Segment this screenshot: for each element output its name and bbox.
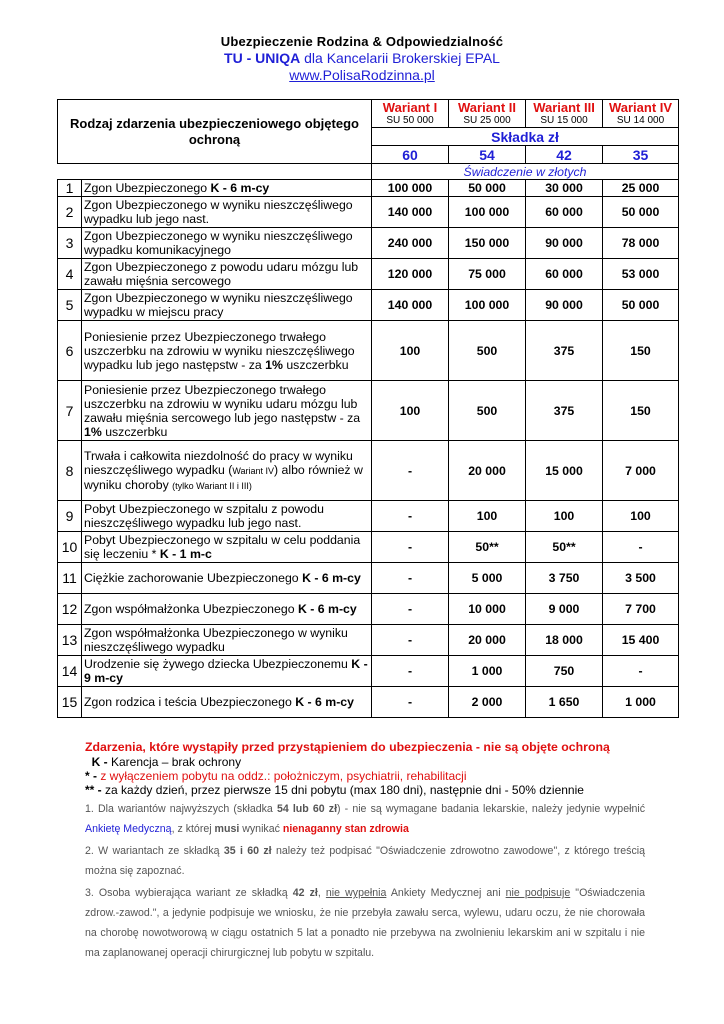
benefit-value: 500 bbox=[449, 381, 526, 441]
premium-amount: 35 i 60 zł bbox=[223, 845, 272, 857]
row-number: 1 bbox=[58, 180, 82, 197]
benefit-value: 240 000 bbox=[372, 228, 449, 259]
description-part: K - 9 m-cy bbox=[84, 657, 368, 685]
benefit-value: 7 700 bbox=[603, 594, 679, 625]
event-description bbox=[82, 625, 372, 656]
description-part: Zgon Ubezpieczonego w wyniku nieszczęśliwego wypadku komunikacyjnego bbox=[84, 229, 353, 257]
underlined-text: nie podpisuje bbox=[505, 887, 571, 899]
table-row bbox=[58, 594, 679, 625]
benefit-value: 30 000 bbox=[526, 180, 603, 197]
legend-star-mark: * - bbox=[85, 769, 97, 783]
description-part: Ciężkie zachorowanie Ubezpieczonego bbox=[84, 571, 303, 585]
table-row bbox=[58, 197, 679, 228]
description-part: K - 1 m-c bbox=[159, 547, 212, 561]
row-number: 12 bbox=[58, 594, 82, 625]
variant-name: Wariant III bbox=[533, 100, 595, 115]
event-description bbox=[82, 501, 372, 532]
variant-4-header bbox=[603, 100, 679, 128]
row-number: 15 bbox=[58, 687, 82, 718]
benefit-value: 100 bbox=[526, 501, 603, 532]
description-part: uszczerbku bbox=[282, 357, 349, 372]
description-part: Zgon Ubezpieczonego bbox=[84, 181, 211, 195]
benefit-value: 60 000 bbox=[526, 197, 603, 228]
text: , bbox=[317, 887, 326, 899]
health-requirement: nienaganny stan zdrowia bbox=[282, 823, 409, 835]
benefit-value: 90 000 bbox=[526, 228, 603, 259]
text: należy też podpisać "Oświadczenie zdrowotno zawodowe", z którego treścią można się zapoznać. bbox=[85, 845, 645, 877]
benefit-value: 20 000 bbox=[449, 625, 526, 656]
variant-3-header bbox=[526, 100, 603, 128]
sum-insured: SU 14 000 bbox=[616, 115, 665, 126]
benefit-value: 750 bbox=[526, 656, 603, 687]
premium-value: 42 bbox=[526, 146, 603, 164]
benefit-value: 75 000 bbox=[449, 259, 526, 290]
variant-name: Wariant I bbox=[382, 100, 438, 115]
event-description bbox=[82, 259, 372, 290]
row-number: 3 bbox=[58, 228, 82, 259]
description-part: Poniesienie przez Ubezpieczonego trwałego uszczerbku na zdrowiu w wyniku udaru mózgu lub zawału mięśnia sercowego lub jego następstw - za bbox=[84, 382, 361, 425]
benefit-value: 140 000 bbox=[372, 197, 449, 228]
notes-section bbox=[85, 740, 645, 963]
variant-name: Wariant II bbox=[458, 100, 517, 115]
row-number: 13 bbox=[58, 625, 82, 656]
sum-insured: SU 15 000 bbox=[540, 115, 588, 126]
table-row bbox=[58, 228, 679, 259]
description-part: Pobyt Ubezpieczonego w szpitalu w celu poddania się leczeniu * bbox=[84, 533, 361, 561]
benefit-value: 120 000 bbox=[372, 259, 449, 290]
description-part: Zgon rodzica i teścia Ubezpieczonego bbox=[84, 695, 296, 709]
benefit-value: 500 bbox=[449, 321, 526, 381]
text: ) - nie są wymagane badania lekarskie, należy jedynie wypełnić bbox=[337, 803, 645, 815]
description-part: K - 6 m-cy bbox=[302, 571, 361, 585]
table-row bbox=[58, 290, 679, 321]
benefit-value: 53 000 bbox=[603, 259, 679, 290]
text: 3. Osoba wybierająca wariant ze składką bbox=[85, 887, 293, 899]
description-part: Wariant IV bbox=[232, 465, 275, 476]
benefit-value: 2 000 bbox=[449, 687, 526, 718]
text: 2. W wariantach ze składką bbox=[85, 845, 224, 857]
premium-value: 35 bbox=[603, 146, 679, 164]
text: 1. Dla wariantów najwyższych (składka bbox=[85, 803, 277, 815]
row-number: 11 bbox=[58, 563, 82, 594]
event-description bbox=[82, 441, 372, 501]
event-description bbox=[82, 321, 372, 381]
legend-k bbox=[85, 755, 645, 769]
legend-star-text: z wyłączeniem pobytu na oddz.: położniczym, psychiatrii, rehabilitacji bbox=[97, 769, 467, 783]
event-description bbox=[82, 197, 372, 228]
premium-value: 60 bbox=[372, 146, 449, 164]
benefit-value: 78 000 bbox=[603, 228, 679, 259]
description-part: K - 6 m-cy bbox=[210, 181, 270, 195]
description-part: (tylko Wariant II i III) bbox=[172, 480, 252, 491]
benefit-value: 60 000 bbox=[526, 259, 603, 290]
row-number: 2 bbox=[58, 197, 82, 228]
benefits-table bbox=[57, 99, 679, 718]
benefit-value: - bbox=[372, 594, 449, 625]
benefit-value: 3 500 bbox=[603, 563, 679, 594]
benefit-value: 15 400 bbox=[603, 625, 679, 656]
benefit-value: 50** bbox=[449, 532, 526, 563]
event-description bbox=[82, 228, 372, 259]
legend-double-star bbox=[85, 783, 645, 797]
sum-insured: SU 25 000 bbox=[463, 115, 511, 126]
benefit-value: 100 bbox=[372, 381, 449, 441]
website-link[interactable]: www.PolisaRodzinna.pl bbox=[289, 67, 435, 83]
benefit-value: 100 000 bbox=[372, 180, 449, 197]
table-row bbox=[58, 441, 679, 501]
description-part: Zgon Ubezpieczonego w wyniku nieszczęśliwego wypadku lub jego nast. bbox=[84, 198, 353, 226]
broker-name: dla Kancelarii Brokerskiej EPAL bbox=[304, 50, 500, 66]
table-row bbox=[58, 259, 679, 290]
description-part: Zgon współmałżonka Ubezpieczonego bbox=[84, 602, 298, 616]
benefit-value: 5 000 bbox=[449, 563, 526, 594]
description-part: Zgon współmałżonka Ubezpieczonego w wyniku nieszczęśliwego wypadku bbox=[84, 626, 348, 654]
benefit-value: - bbox=[372, 441, 449, 501]
event-type-header: Rodzaj zdarzenia ubezpieczeniowego objętego ochroną bbox=[58, 100, 372, 164]
document-title: Ubezpieczenie Rodzina & Odpowiedzialność bbox=[220, 34, 504, 49]
medical-survey-link[interactable]: Ankietę Medyczną bbox=[85, 823, 172, 835]
insurer-name: TU - UNIQA bbox=[224, 50, 301, 66]
exclusion-warning: Zdarzenia, które wystąpiły przed przystąpieniem do ubezpieczenia - nie są objęte ochroną bbox=[85, 740, 610, 754]
text: , z której bbox=[171, 823, 215, 835]
benefit-value: 100 000 bbox=[449, 197, 526, 228]
event-description bbox=[82, 563, 372, 594]
note-paragraph-1 bbox=[85, 799, 645, 839]
row-number: 10 bbox=[58, 532, 82, 563]
benefit-value: 140 000 bbox=[372, 290, 449, 321]
benefit-value: 375 bbox=[526, 381, 603, 441]
benefit-value: 150 bbox=[603, 381, 679, 441]
row-number: 14 bbox=[58, 656, 82, 687]
spacer-cell bbox=[58, 164, 372, 180]
event-description bbox=[82, 180, 372, 197]
description-part: Poniesienie przez Ubezpieczonego trwałego uszczerbku na zdrowiu w wyniku nieszczęśliwego wypadku lub jego następstw - za bbox=[84, 329, 355, 372]
legend-double-star-mark: ** - bbox=[85, 783, 102, 797]
benefit-value: - bbox=[372, 501, 449, 532]
table-row bbox=[58, 656, 679, 687]
benefit-value: - bbox=[372, 563, 449, 594]
insurer-line bbox=[0, 50, 724, 66]
benefit-value: - bbox=[372, 656, 449, 687]
variant-1-header bbox=[372, 100, 449, 128]
benefit-value: 1 000 bbox=[603, 687, 679, 718]
benefit-value: - bbox=[372, 532, 449, 563]
description-part: ) albo również w wyniku choroby bbox=[84, 462, 363, 492]
variant-2-header bbox=[449, 100, 526, 128]
description-part: K - 6 m-cy bbox=[295, 695, 354, 709]
benefit-value: - bbox=[372, 687, 449, 718]
benefit-value: 3 750 bbox=[526, 563, 603, 594]
note-paragraph-3 bbox=[85, 883, 645, 963]
table-row bbox=[58, 381, 679, 441]
description-part: Zgon Ubezpieczonego z powodu udaru mózgu lub zawału mięśnia sercowego bbox=[84, 260, 359, 288]
row-number: 4 bbox=[58, 259, 82, 290]
benefit-value: 100 bbox=[603, 501, 679, 532]
sum-insured: SU 50 000 bbox=[386, 115, 434, 126]
variant-name: Wariant IV bbox=[608, 100, 673, 115]
event-description bbox=[82, 656, 372, 687]
benefit-value: 20 000 bbox=[449, 441, 526, 501]
description-part: 1% bbox=[265, 357, 283, 372]
premium-amount: 54 lub 60 zł bbox=[276, 803, 338, 815]
benefit-value: 100 bbox=[372, 321, 449, 381]
table-row bbox=[58, 501, 679, 532]
premium-label: Składka zł bbox=[372, 128, 679, 146]
legend-star bbox=[85, 769, 645, 783]
description-part: 1% bbox=[84, 424, 102, 439]
benefit-value: 50 000 bbox=[449, 180, 526, 197]
benefit-value: 1 000 bbox=[449, 656, 526, 687]
description-part: uszczerbku bbox=[101, 424, 168, 439]
text: wynikać bbox=[239, 823, 283, 835]
benefit-value: 7 000 bbox=[603, 441, 679, 501]
benefit-value: 18 000 bbox=[526, 625, 603, 656]
row-number: 5 bbox=[58, 290, 82, 321]
benefit-value: - bbox=[372, 625, 449, 656]
benefit-value: 50** bbox=[526, 532, 603, 563]
premium-value: 54 bbox=[449, 146, 526, 164]
benefit-value: 100 000 bbox=[449, 290, 526, 321]
legend-double-star-text: za każdy dzień, przez pierwsze 15 dni pobytu (max 180 dni), następnie dni - 50% dziennie bbox=[101, 783, 584, 797]
event-description bbox=[82, 381, 372, 441]
row-number: 8 bbox=[58, 441, 82, 501]
benefit-value: 9 000 bbox=[526, 594, 603, 625]
benefit-value: 100 bbox=[449, 501, 526, 532]
emphasis: musi bbox=[214, 823, 240, 835]
benefit-value: 150 000 bbox=[449, 228, 526, 259]
table-row bbox=[58, 563, 679, 594]
legend-k-text: Karencja – brak ochrony bbox=[107, 755, 242, 769]
description-part: Zgon Ubezpieczonego w wyniku nieszczęśliwego wypadku w miejscu pracy bbox=[84, 291, 353, 319]
text: "Oświadczenia zdrow.-zawod.", a jedynie podpisuje we wniosku, że nie przebyła zawału serca, wylewu, udaru oczu, że nie chorowała na chorobę nowotworową w ciągu ostatnich 5 lat a ponadto nie przebywa na zwolnieniu lekarskim ani w szpitalu i nie ma zaplanowanej operacji chirurgicznej lub pobytu w szpitalu. bbox=[85, 887, 646, 959]
table-row bbox=[58, 321, 679, 381]
event-description bbox=[82, 687, 372, 718]
event-description bbox=[82, 290, 372, 321]
description-part: K - 6 m-cy bbox=[297, 602, 357, 616]
benefit-value: 50 000 bbox=[603, 197, 679, 228]
benefit-value: - bbox=[603, 532, 679, 563]
table-row bbox=[58, 625, 679, 656]
event-description bbox=[82, 532, 372, 563]
table-row bbox=[58, 687, 679, 718]
table-row bbox=[58, 532, 679, 563]
benefit-rows bbox=[58, 180, 679, 718]
row-number: 7 bbox=[58, 381, 82, 441]
benefit-value: 15 000 bbox=[526, 441, 603, 501]
legend-k-mark: K - bbox=[91, 755, 108, 769]
text: Ankiety Medycznej ani bbox=[386, 887, 506, 899]
table-row bbox=[58, 180, 679, 197]
benefit-value: 50 000 bbox=[603, 290, 679, 321]
benefit-value: 375 bbox=[526, 321, 603, 381]
row-number: 9 bbox=[58, 501, 82, 532]
benefit-value: - bbox=[603, 656, 679, 687]
note-paragraph-2 bbox=[85, 841, 645, 881]
benefit-value: 1 650 bbox=[526, 687, 603, 718]
description-part: Trwała i całkowita niezdolność do pracy w wyniku nieszczęśliwego wypadku ( bbox=[84, 448, 353, 477]
description-part: Pobyt Ubezpieczonego w szpitalu z powodu nieszczęśliwego wypadku lub jego nast. bbox=[84, 502, 324, 530]
underlined-text: nie wypełnia bbox=[325, 887, 387, 899]
premium-amount: 42 zł bbox=[292, 887, 318, 899]
benefit-value: 10 000 bbox=[449, 594, 526, 625]
benefit-value: 90 000 bbox=[526, 290, 603, 321]
benefit-value: 25 000 bbox=[603, 180, 679, 197]
event-description bbox=[82, 594, 372, 625]
row-number: 6 bbox=[58, 321, 82, 381]
benefit-value: 150 bbox=[603, 321, 679, 381]
description-part: Urodzenie się żywego dziecka Ubezpieczonemu bbox=[84, 657, 352, 671]
benefit-label: Świadczenie w złotych bbox=[372, 164, 679, 180]
